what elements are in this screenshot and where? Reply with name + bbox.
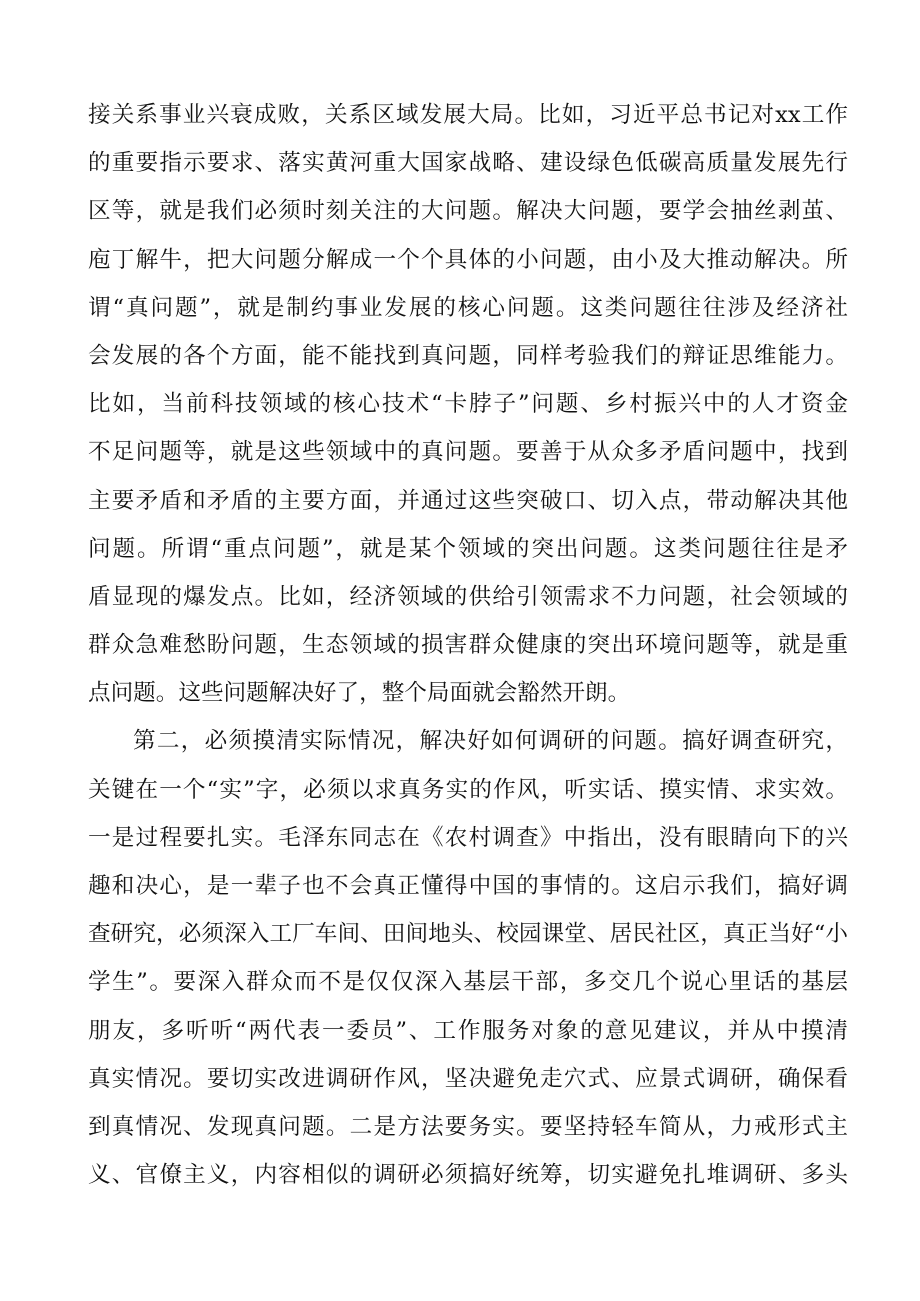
text-line: 的重要指示要求、落实黄河重大国家战略、建设绿色低碳高质量发展先行 (88, 150, 848, 177)
text-line: 真实情况。要切实改进调研作风，坚决避免走穴式、应景式调研，确保看 (88, 1065, 848, 1092)
text-line: 谓“真问题”，就是制约事业发展的核心问题。这类问题往往涉及经济社 (88, 294, 848, 321)
text-line: 主要矛盾和矛盾的主要方面，并通过这些突破口、切入点，带动解决其他 (88, 487, 848, 514)
text-line: 关键在一个“实”字，必须以求真务实的作风，听实话、摸实情、求实效。 (88, 776, 848, 803)
text-line: 比如，当前科技领域的核心技术“卡脖子”问题、乡村振兴中的人才资金 (88, 391, 848, 418)
text-line: 区等，就是我们必须时刻关注的大问题。解决大问题，要学会抽丝剥茧、 (88, 198, 848, 225)
text-line: 趣和决心，是一辈子也不会真正懂得中国的事情的。这启示我们，搞好调 (88, 873, 848, 899)
text-line: 接关系事业兴衰成败，关系区域发展大局。比如，习近平总书记对xx工作 (88, 102, 848, 128)
text-line: 学生”。要深入群众而不是仅仅深入基层干部，多交几个说心里话的基层 (88, 969, 848, 996)
text-line: 不足问题等，就是这些领域中的真问题。要善于从众多矛盾问题中，找到 (88, 439, 848, 466)
text-line: 问题。所谓“重点问题”，就是某个领域的突出问题。这类问题往往是矛 (88, 535, 848, 562)
document-body (88, 93, 848, 1201)
text-line: 群众急难愁盼问题，生态领域的损害群众健康的突出环境问题等，就是重 (88, 632, 848, 659)
text-line: 会发展的各个方面，能不能找到真问题，同样考验我们的辩证思维能力。 (88, 342, 848, 369)
text-line: 一是过程要扎实。毛泽东同志在《农村调查》中指出，没有眼睛向下的兴 (88, 824, 848, 851)
text-line: 义、官僚主义，内容相似的调研必须搞好统筹，切实避免扎堆调研、多头 (88, 1162, 848, 1189)
paragraph-first-line: 第二，必须摸清实际情况，解决好如何调研的问题。搞好调查研究， (133, 728, 848, 755)
text-line: 到真情况、发现真问题。二是方法要务实。要坚持轻车简从，力戒形式主 (88, 1113, 848, 1140)
text-line: 朋友，多听听“两代表一委员”、工作服务对象的意见建议，并从中摸清 (88, 1017, 848, 1044)
text-line: 查研究，必须深入工厂车间、田间地头、校园课堂、居民社区，真正当好“小 (88, 921, 848, 948)
text-line: 庖丁解牛，把大问题分解成一个个具体的小问题，由小及大推动解决。所 (88, 246, 848, 273)
text-line: 盾显现的爆发点。比如，经济领域的供给引领需求不力问题，社会领域的 (88, 583, 848, 610)
paragraph-end-line: 点问题。这些问题解决好了，整个局面就会豁然开朗。 (88, 680, 631, 707)
